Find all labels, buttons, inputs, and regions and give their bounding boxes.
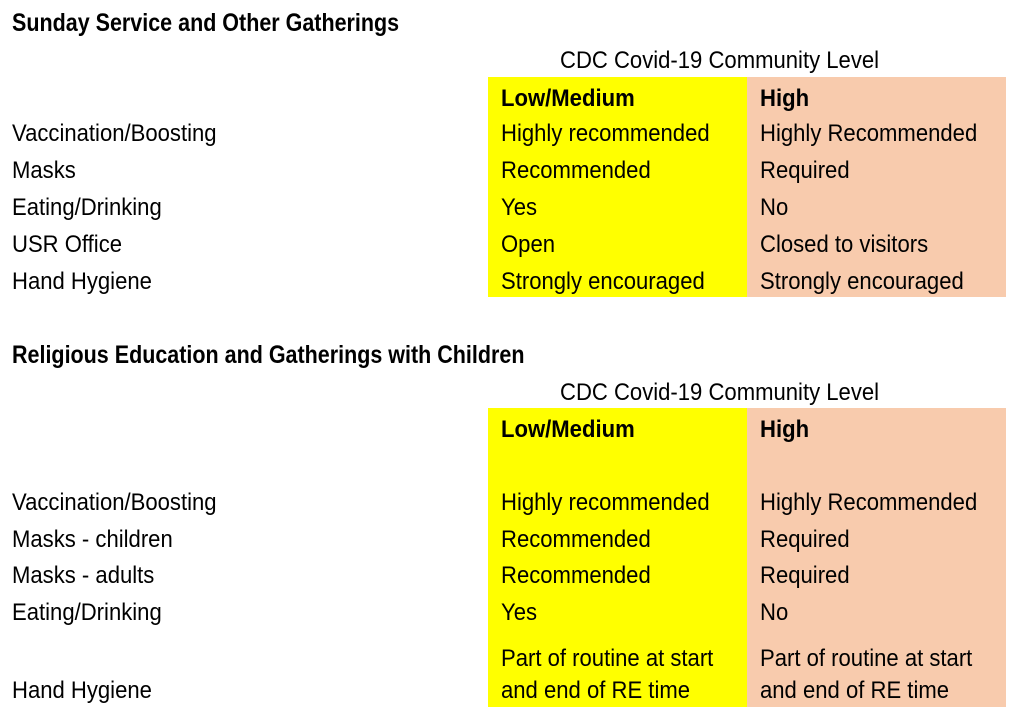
col-header-high: High xyxy=(760,85,810,112)
cell-low: Recommended xyxy=(501,562,651,589)
cell-low: Strongly encouraged xyxy=(501,268,705,295)
section-title-religious-education: Religious Education and Gatherings with Children xyxy=(12,341,525,369)
row-label: Vaccination/Boosting xyxy=(12,120,217,147)
row-label: Eating/Drinking xyxy=(12,194,162,221)
row-label: Masks - children xyxy=(12,526,173,553)
cell-high: Closed to visitors xyxy=(760,231,929,258)
cell-high-line1: Part of routine at start xyxy=(760,645,973,672)
row-label: Hand Hygiene xyxy=(12,268,152,295)
cell-low-line2: and end of RE time xyxy=(501,677,691,704)
cell-low: Yes xyxy=(501,194,538,221)
row-label: Masks - adults xyxy=(12,562,155,589)
cell-low: Highly recommended xyxy=(501,120,710,147)
row-label: Eating/Drinking xyxy=(12,599,162,626)
cell-high-line2: and end of RE time xyxy=(760,677,950,704)
cell-high: Required xyxy=(760,157,850,184)
col-header-low-medium: Low/Medium xyxy=(501,416,635,443)
row-label: Hand Hygiene xyxy=(12,677,152,704)
cell-low-line1: Part of routine at start xyxy=(501,645,714,672)
row-label: Masks xyxy=(12,157,76,184)
row-label: USR Office xyxy=(12,231,123,258)
cell-low: Highly recommended xyxy=(501,489,710,516)
cell-high: Highly Recommended xyxy=(760,120,978,147)
row-label: Vaccination/Boosting xyxy=(12,489,217,516)
cell-low: Recommended xyxy=(501,526,651,553)
cell-high: Required xyxy=(760,526,850,553)
level-heading: CDC Covid-19 Community Level xyxy=(560,379,880,406)
section-title-sunday: Sunday Service and Other Gatherings xyxy=(12,9,400,37)
cell-low: Open xyxy=(501,231,556,258)
col-header-high: High xyxy=(760,416,810,443)
cell-high: No xyxy=(760,599,789,626)
cell-low: Recommended xyxy=(501,157,651,184)
cell-high: Highly Recommended xyxy=(760,489,978,516)
col-header-low-medium: Low/Medium xyxy=(501,85,635,112)
cell-high: Required xyxy=(760,562,850,589)
cell-high: Strongly encouraged xyxy=(760,268,964,295)
cell-low: Yes xyxy=(501,599,538,626)
level-heading: CDC Covid-19 Community Level xyxy=(560,47,880,74)
cell-high: No xyxy=(760,194,789,221)
